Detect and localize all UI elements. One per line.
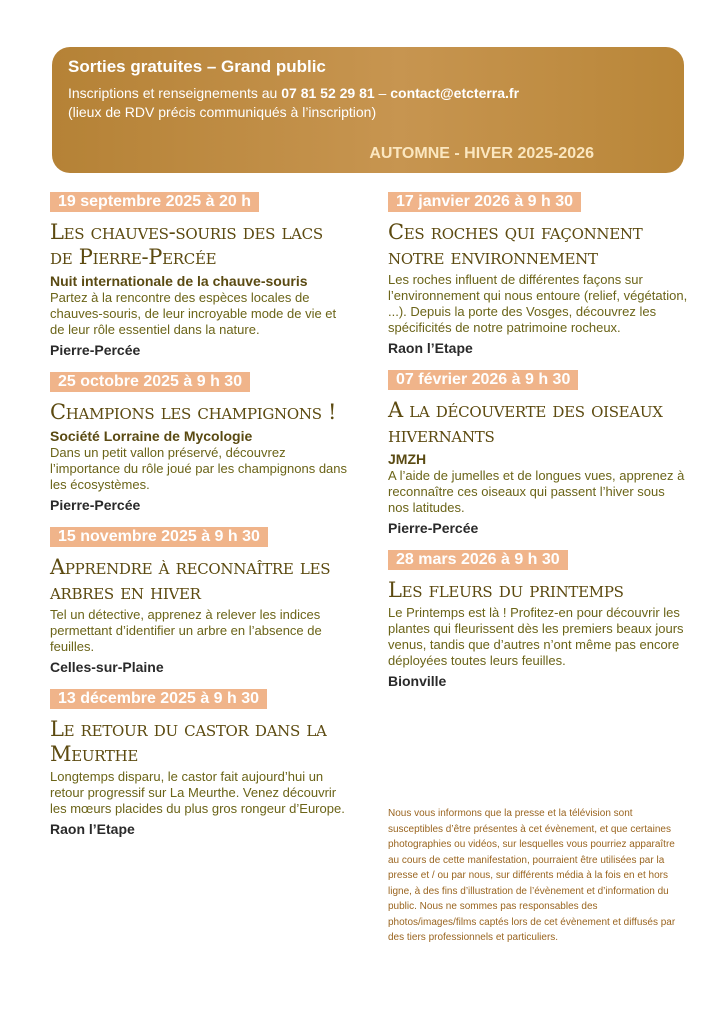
event-place: Raon l’Etape bbox=[50, 821, 135, 837]
event-oiseaux bbox=[388, 370, 688, 536]
event-description: Les roches influent de différentes façons sur l’environnement qui nous entoure (relief, végétation, ...). Depuis la porte des Vosges, découvrez les spécificités de notre patrimoine rocheux. bbox=[388, 272, 688, 335]
event-description: Le Printemps est là ! Profitez-en pour découvrir les plantes qui fleurissent dès les premiers beaux jours venus, tandis que d’autres n’ont même pas encore déployées toutes leurs feuilles. bbox=[388, 605, 684, 668]
event-description: Tel un détective, apprenez à relever les indices permettant d’identifier un arbre en l’absence de feuilles. bbox=[50, 607, 322, 654]
event-roches bbox=[388, 192, 688, 356]
info-prefix: Inscriptions et renseignements au bbox=[68, 85, 282, 101]
event-date: 17 janvier 2026 à 9 h 30 bbox=[388, 192, 581, 212]
event-title: A la découverte des oiseaux hivernants bbox=[388, 398, 663, 447]
event-organizer: Société Lorraine de Mycologie bbox=[50, 428, 253, 444]
event-date: 28 mars 2026 à 9 h 30 bbox=[388, 550, 568, 570]
header-note: (lieux de RDV précis communiqués à l’inscription) bbox=[68, 104, 377, 120]
event-title: Les fleurs du printemps bbox=[388, 578, 624, 602]
legal-notice: Nous vous informons que la presse et la télévision sont susceptibles d’être présentes à cet évènement, et que certaines photographies ou vidéos, sur lesquelles vous pourriez apparaître au cours de cette manifestation, pourraient être utilisées par la presse et / ou par nous, sur différents média à la fois en et hors ligne, à des fins d’illustration de l’évènement et d’information du public. Nous ne sommes pas responsables des photos/images/films captés lors de cet évènement et diffusés par des tiers professionnels et particuliers. bbox=[388, 808, 676, 943]
left-column bbox=[50, 192, 350, 851]
event-date: 15 novembre 2025 à 9 h 30 bbox=[50, 527, 268, 547]
event-date: 19 septembre 2025 à 20 h bbox=[50, 192, 259, 212]
contact-line bbox=[68, 84, 668, 103]
event-title: Le retour du castor dans la Meurthe bbox=[50, 717, 327, 766]
event-title: Champions les champignons ! bbox=[50, 400, 337, 424]
event-organizer: JMZH bbox=[388, 451, 427, 467]
event-fleurs bbox=[388, 550, 688, 689]
event-date: 25 octobre 2025 à 9 h 30 bbox=[50, 372, 250, 392]
event-description: Partez à la rencontre des espèces locales de chauves-souris, de leur incroyable mode de vie et de leur rôle essentiel dans la nature. bbox=[50, 290, 337, 337]
event-organizer: Nuit internationale de la chauve-souris bbox=[50, 273, 308, 289]
header-title: Sorties gratuites – Grand public bbox=[68, 57, 326, 76]
event-description: Longtemps disparu, le castor fait aujourd’hui un retour progressif sur La Meurthe. Venez découvrir les mœurs placides du plus gros rongeur d’Europe. bbox=[50, 769, 345, 816]
event-place: Pierre-Percée bbox=[388, 520, 479, 536]
event-date: 07 février 2026 à 9 h 30 bbox=[388, 370, 578, 390]
event-description: Dans un petit vallon préservé, découvrez l’importance du rôle joué par les champignons dans les écosystèmes. bbox=[50, 445, 348, 492]
header-banner bbox=[52, 47, 684, 173]
event-date: 13 décembre 2025 à 9 h 30 bbox=[50, 689, 267, 709]
event-place: Bionville bbox=[388, 673, 447, 689]
event-title: Apprendre à reconnaître les arbres en hiver bbox=[50, 555, 331, 604]
season-label: AUTOMNE - HIVER 2025-2026 bbox=[369, 145, 594, 162]
email-link[interactable]: contact@etcterra.fr bbox=[390, 85, 520, 101]
event-chauves-souris bbox=[50, 192, 350, 358]
event-champignons bbox=[50, 372, 350, 513]
event-place: Pierre-Percée bbox=[50, 342, 141, 358]
right-column bbox=[388, 192, 688, 703]
event-place: Pierre-Percée bbox=[50, 497, 141, 513]
event-title: Les chauves-souris des lacs de Pierre-Percée bbox=[50, 220, 323, 269]
event-description: A l’aide de jumelles et de longues vues, apprenez à reconnaître ces oiseaux qui passent l’hiver sous nos latitudes. bbox=[388, 468, 685, 515]
separator: – bbox=[374, 85, 391, 101]
event-title: Ces roches qui façonnent notre environnement bbox=[388, 220, 643, 269]
phone-number[interactable]: 07 81 52 29 81 bbox=[281, 85, 375, 101]
event-place: Raon l’Etape bbox=[388, 340, 473, 356]
event-castor bbox=[50, 689, 350, 837]
event-place: Celles-sur-Plaine bbox=[50, 659, 164, 675]
event-arbres bbox=[50, 527, 350, 675]
